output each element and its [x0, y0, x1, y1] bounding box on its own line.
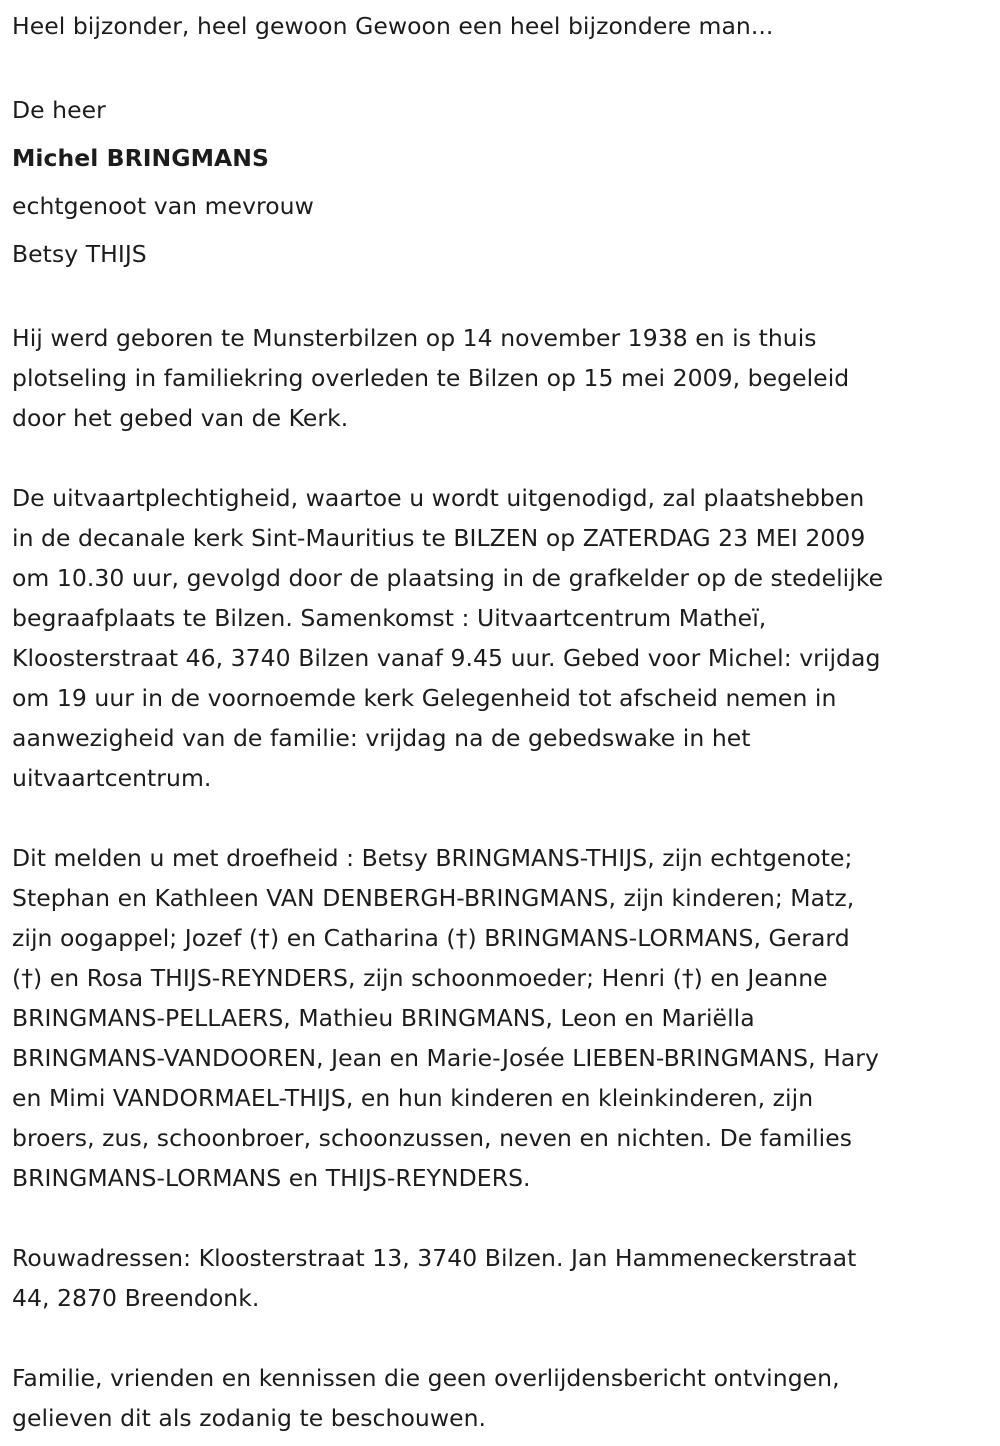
paragraph-line: Hij werd geboren te Munsterbilzen op 14 november 1938 en is thuis [12, 324, 817, 352]
relation-text: echtgenoot van mevrouw [12, 192, 314, 220]
paragraph-line: gelieven dit als zodanig te beschouwen. [12, 1404, 487, 1432]
paragraph-line: en Mimi VANDORMAEL-THIJS, en hun kinderen en kleinkinderen, zijn [12, 1084, 814, 1112]
paragraph-line: 44, 2870 Breendonk. [12, 1284, 260, 1312]
paragraph-line: begraafplaats te Bilzen. Samenkomst : Uitvaartcentrum Matheï, [12, 604, 767, 632]
deceased-name: Michel BRINGMANS [12, 144, 269, 172]
spacer [12, 46, 988, 86]
paragraph-line: Rouwadressen: Kloosterstraat 13, 3740 Bilzen. Jan Hammeneckerstraat [12, 1244, 857, 1272]
paragraph-line: De uitvaartplechtigheid, waartoe u wordt uitgenodigd, zal plaatshebben [12, 484, 865, 512]
paragraph-line: om 19 uur in de voornoemde kerk Gelegenheid tot afscheid nemen in [12, 684, 837, 712]
paragraph-line: Stephan en Kathleen VAN DENBERGH-BRINGMANS, zijn kinderen; Matz, [12, 884, 855, 912]
paragraph-line: BRINGMANS-LORMANS en THIJS-REYNDERS. [12, 1164, 531, 1192]
paragraph-line: door het gebed van de Kerk. [12, 404, 349, 432]
spacer [12, 798, 988, 838]
birth-death-paragraph [12, 318, 988, 438]
closing-paragraph [12, 1358, 988, 1438]
funeral-paragraph [12, 478, 988, 798]
paragraph-line: BRINGMANS-PELLAERS, Mathieu BRINGMANS, Leon en Mariëlla [12, 1004, 755, 1032]
paragraph-line: BRINGMANS-VANDOOREN, Jean en Marie-Josée LIEBEN-BRINGMANS, Hary [12, 1044, 879, 1072]
spacer [12, 278, 988, 318]
paragraph-line: zijn oogappel; Jozef (†) en Catharina (†) BRINGMANS-LORMANS, Gerard [12, 924, 850, 952]
paragraph-line: Familie, vrienden en kennissen die geen overlijdensbericht ontvingen, [12, 1364, 840, 1392]
spacer [12, 438, 988, 478]
paragraph-line: Kloosterstraat 46, 3740 Bilzen vanaf 9.45 uur. Gebed voor Michel: vrijdag [12, 644, 881, 672]
heading-quote: Heel bijzonder, heel gewoon Gewoon een heel bijzondere man... [12, 12, 774, 40]
paragraph-line: (†) en Rosa THIJS-REYNDERS, zijn schoonmoeder; Henri (†) en Jeanne [12, 964, 828, 992]
spacer [12, 1198, 988, 1238]
spacer [12, 1318, 988, 1358]
address-paragraph [12, 1238, 988, 1318]
paragraph-line: om 10.30 uur, gevolgd door de plaatsing in de grafkelder op de stedelijke [12, 564, 884, 592]
family-paragraph [12, 838, 988, 1198]
paragraph-line: plotseling in familiekring overleden te Bilzen op 15 mei 2009, begeleid [12, 364, 850, 392]
paragraph-line: aanwezigheid van de familie: vrijdag na de gebedswake in het [12, 724, 751, 752]
paragraph-line: in de decanale kerk Sint-Mauritius te BILZEN op ZATERDAG 23 MEI 2009 [12, 524, 866, 552]
paragraph-line: uitvaartcentrum. [12, 764, 212, 792]
title-honorific: De heer [12, 96, 106, 124]
spouse-name: Betsy THIJS [12, 240, 147, 268]
paragraph-line: Dit melden u met droefheid : Betsy BRINGMANS-THIJS, zijn echtgenote; [12, 844, 853, 872]
paragraph-line: broers, zus, schoonbroer, schoonzussen, neven en nichten. De families [12, 1124, 853, 1152]
